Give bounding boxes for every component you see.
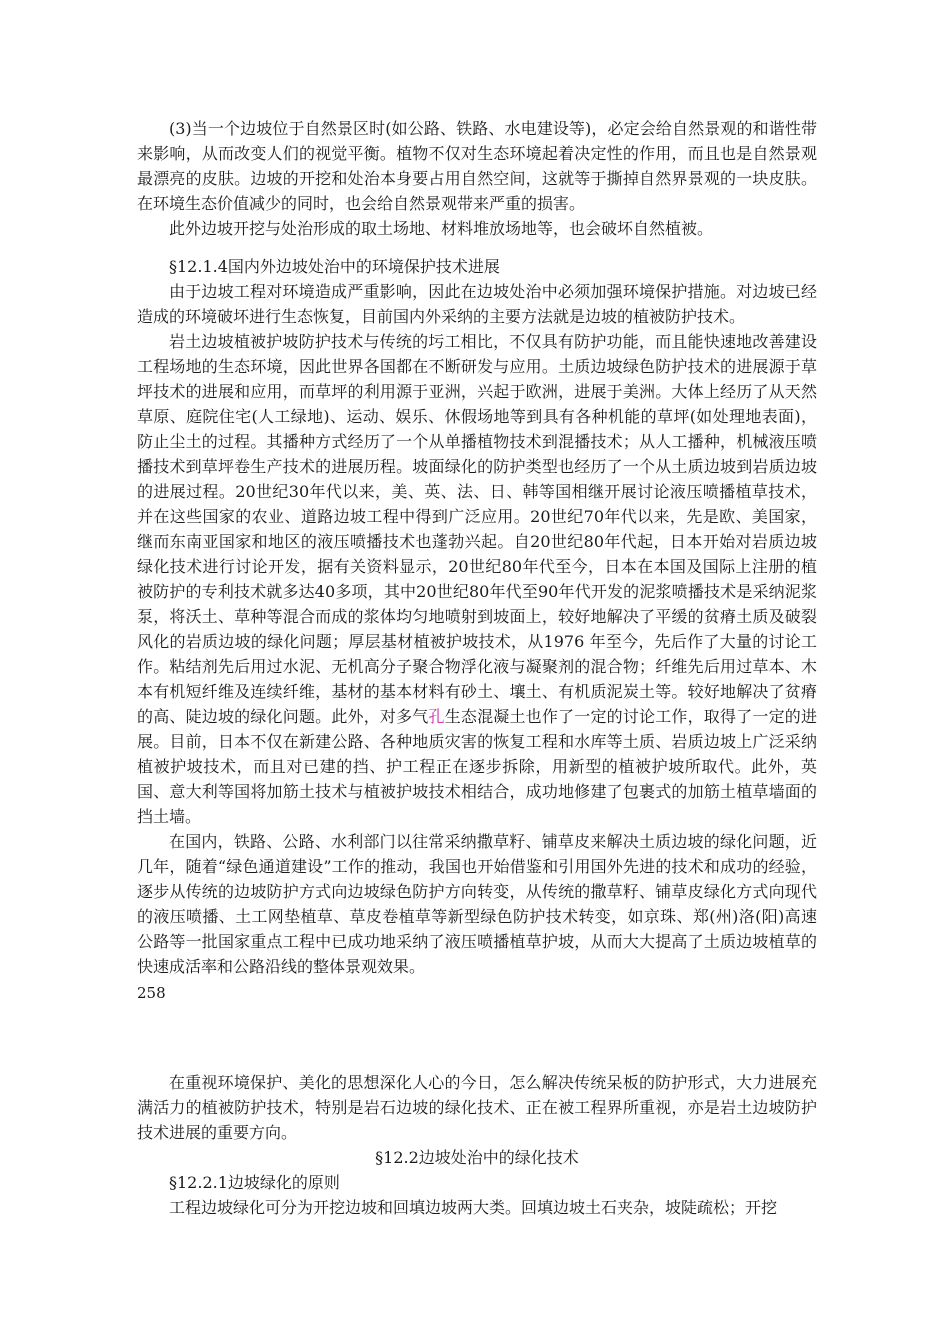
paragraph-scenic-impact: (3)当一个边坡位于自然景区时(如公路、铁路、水电建设等)，必定会给自然景观的和谐性带来影响，从而改变人们的视觉平衡。植物不仅对生态环境起着决定性的作用，而且也是自然景观最漂亮的皮肤。边坡的开挖和处治本身要占用自然空间，这就等于撕掉自然界景观的一块皮肤。在环境生态价值减少的同时，也会给自然景观带来严重的损害。 xyxy=(137,119,817,213)
paragraph-env-protection: 由于边坡工程对环境造成严重影响，因此在边坡处治中必须加强环境保护措施。对边坡已经造成的环境破坏进行生态恢复，目前国内外采纳的主要方法就是边坡的植被防护技术。 xyxy=(137,282,817,326)
section-heading-12-2-1: §12.2.1边坡绿化的原则 xyxy=(169,1173,340,1192)
paragraph-domestic-progress: 在国内，铁路、公路、水利部门以往常采纳撒草籽、铺草皮来解决土质边坡的绿化问题，近几年，随着“绿色通道建设”工作的推动，我国也开始借鉴和引用国外先进的技术和成功的经验，逐步从传统的边坡防护方式向边坡绿色防护方向转变，从传统的撒草籽、铺草皮绿化方式向现代的液压喷播、土工网垫植草、草皮卷植草等新型绿色防护技术转变，如京珠、郑(州)洛(阳)高速公路等一批国家重点工程中已成功地采纳了液压喷播植草护坡，从而大大提高了土质边坡植草的快速成活率和公路沿线的整体景观效果。 xyxy=(137,832,817,976)
section-heading-12-1-4: §12.1.4国内外边坡处治中的环境保护技术进展 xyxy=(169,257,500,276)
text-run: 生态混凝土也作了一定的讨论工作，取得了一定的进展。目前，日本不仅在新建公路、各种地质灾害的恢复工程和水库等土质、岩质边坡上广泛采纳植被护坡技术，而且对已建的挡、护工程正在逐步拆除，用新型的植被护坡所取代。此外，英国、意大利等国将加筋土技术与植被护坡技术相结合，成功地修建了包裹式的加筋土植草墙面的挡土墙。 xyxy=(137,707,817,826)
paragraph-vegetation-damage: 此外边坡开挖与处治形成的取土场地、材料堆放场地等，也会破坏自然植被。 xyxy=(169,219,714,238)
paragraph-vegetation-tech-history xyxy=(137,329,817,829)
section-heading-12-2: §12.2边坡处治中的绿化技术 xyxy=(375,1148,579,1167)
page-2-text xyxy=(137,1070,817,1220)
paragraph-importance: 在重视环境保护、美化的思想深化人心的今日，怎么解决传统呆板的防护形式，大力进展充满活力的植被防护技术，特别是岩石边坡的绿化技术、正在被工程界所重视，亦是岩土边坡防护技术进展的重要方向。 xyxy=(137,1073,817,1142)
text-run: 岩土边坡植被护坡防护技术与传统的圬工相比，不仅具有防护功能，而且能快速地改善建设工程场地的生态环境，因此世界各国都在不断研发与应用。土质边坡绿色防护技术的进展源于草坪技术的进展和应用，而草坪的利用源于亚洲，兴起于欧洲，进展于美洲。大体上经历了从天然草原、庭院住宅(人工绿地)、运动、娱乐、休假场地等到具有各种机能的草坪(如处理地表面)，防止尘土的过程。其播种方式经历了一个从单播植物技术到混播技术；从人工播种，机械液压喷播技术到草坪卷生产技术的进展历程。坡面绿化的防护类型也经历了一个从土质边坡到岩质边坡的进展过程。20世纪30年代以来，美、英、法、日、韩等国相继开展讨论液压喷播植草技术，并在这些国家的农业、道路边坡工程中得到广泛应用。20世纪70年代以来，先是欧、美国家，继而东南亚国家和地区的液压喷播技术也蓬勃兴起。自20世纪80年代起，日本开始对岩质边坡绿化技术进行讨论开发，据有关资料显示，20世纪80年代至今，日本在本国及国际上注册的植被防护的专利技术就多达40多项，其中20世纪80年代至90年代开发的泥浆喷播技术是采纳泥浆泵，将沃土、草种等混合而成的浆体均匀地喷射到坡面上，较好地解决了平缓的贫瘠土质及破裂风化的岩质边坡的绿化问题；厚层基材植被护坡技术，从1976 年至今，先后作了大量的讨论工作。粘结剂先后用过水泥、无机高分子聚合物浮化液与凝聚剂的混合物；纤维先后用过草本、木本有机短纤维及连续纤维，基材的基本材料有砂土、壤土、有机质泥炭土等。较好地解决了贫瘠的高、陡边坡的绿化问题。此外，对多气 xyxy=(137,332,817,726)
page-1-text xyxy=(137,116,817,1006)
paragraph-slope-types: 工程边坡绿化可分为开挖边坡和回填边坡两大类。回填边坡土石夹杂，坡陡疏松；开挖 xyxy=(169,1198,778,1217)
highlighted-char: 孔 xyxy=(428,707,445,726)
page-number: 258 xyxy=(137,984,166,1002)
